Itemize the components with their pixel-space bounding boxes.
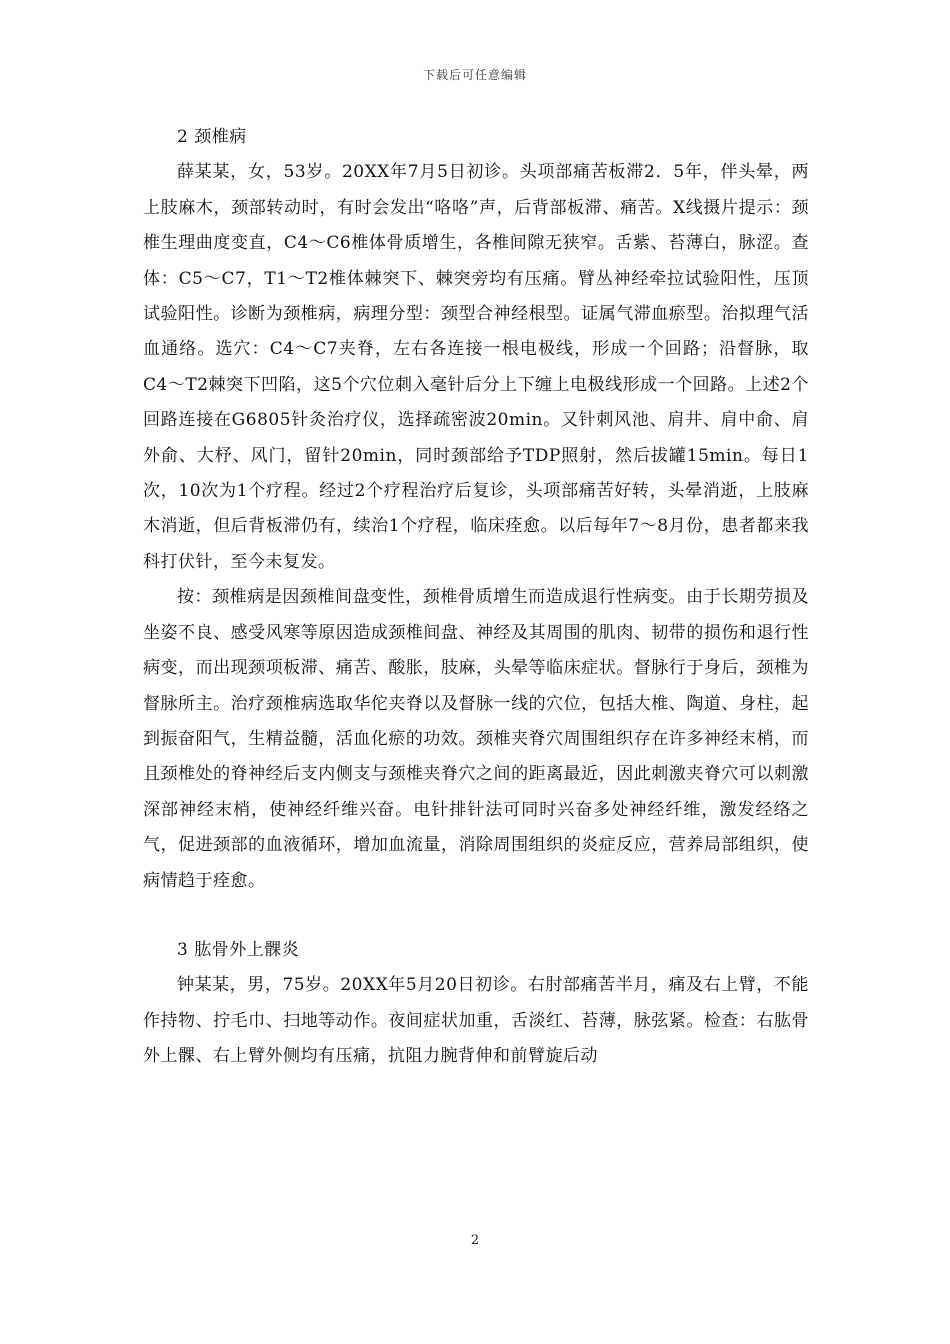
case-paragraph-epicondylitis: 钟某某，男，75岁。20XX年5月20日初诊。右肘部痛苦半月，痛及右上臂，不能作持物、拧毛巾、扫地等动作。夜间症状加重，舌淡红、苔薄，脉弦紧。检查：右肱骨外上髁、右上臂外侧均有压痛，抗阻力腕背伸和前臂旋后动 [143, 975, 809, 1067]
case-paragraph-cervical: 薛某某，女，53岁。20XX年7月5日初诊。头项部痛苦板滞2．5年，伴头晕，两上肢麻木，颈部转动时，有时会发出“咯咯”声，后背部板滞、痛苦。X线摄片提示：颈椎生理曲度变直，C4～C6椎体骨质增生，各椎间隙无狭窄。舌紫、苔薄白，脉涩。查体：C5～C7，T1～T2椎体棘突下、棘突旁均有压痛。臂丛神经牵拉试验阳性，压顶试验阳性。诊断为颈椎病，病理分型：颈型合神经根型。证属气滞血瘀型。治拟理气活血通络。选穴：C4～C7夹脊，左右各连接一根电极线，形成一个回路；沿督脉，取C4～T2棘突下凹陷，这5个穴位刺入毫针后分上下缠上电极线形成一个回路。上述2个回路连接在G6805针灸治疗仪，选择疏密波20min。又针刺风池、肩井、肩中俞、肩外俞、大杼、风门，留针20min，同时颈部给予TDP照射，然后拔罐15min。每日1次，10次为1个疗程。经过2个疗程治疗后复诊，头项部痛苦好转，头晕消逝，上肢麻木消逝，但后背板滞仍有，续治1个疗程，临床痊愈。以后每年7～8月份，患者都来我科打伏针，至今未复发。 [143, 162, 809, 572]
page-number: 2 [470, 1233, 480, 1248]
page-header-note: 下载后可任意编辑 [422, 68, 527, 82]
document-body [143, 120, 809, 1075]
section-heading-cervical: 2 颈椎病 [177, 127, 247, 147]
section-heading-epicondylitis: 3 肱骨外上髁炎 [177, 939, 300, 960]
section-spacer [143, 899, 809, 933]
commentary-paragraph-cervical: 按：颈椎病是因颈椎间盘变性，颈椎骨质增生而造成退行性病变。由于长期劳损及坐姿不良、感受风寒等原因造成颈椎间盘、神经及其周围的肌肉、韧带的损伤和退行性病变，而出现颈项板滞、痛苦、酸胀，肢麻，头晕等临床症状。督脉行于身后，颈椎为督脉所主。治疗颈椎病选取华佗夹脊以及督脉一线的穴位，包括大椎、陶道、身柱，起到振奋阳气，生精益髓，活血化瘀的功效。颈椎夹脊穴周围组织存在许多神经末梢，而且颈椎处的脊神经后支内侧支与颈椎夹脊穴之间的距离最近，因此刺激夹脊穴可以刺激深部神经末梢，使神经纤维兴奋。电针排针法可同时兴奋多处神经纤维，激发经络之气，促进颈部的血液循环，增加血流量，消除周围组织的炎症反应，营养局部组织，使病情趋于痊愈。 [143, 587, 809, 891]
